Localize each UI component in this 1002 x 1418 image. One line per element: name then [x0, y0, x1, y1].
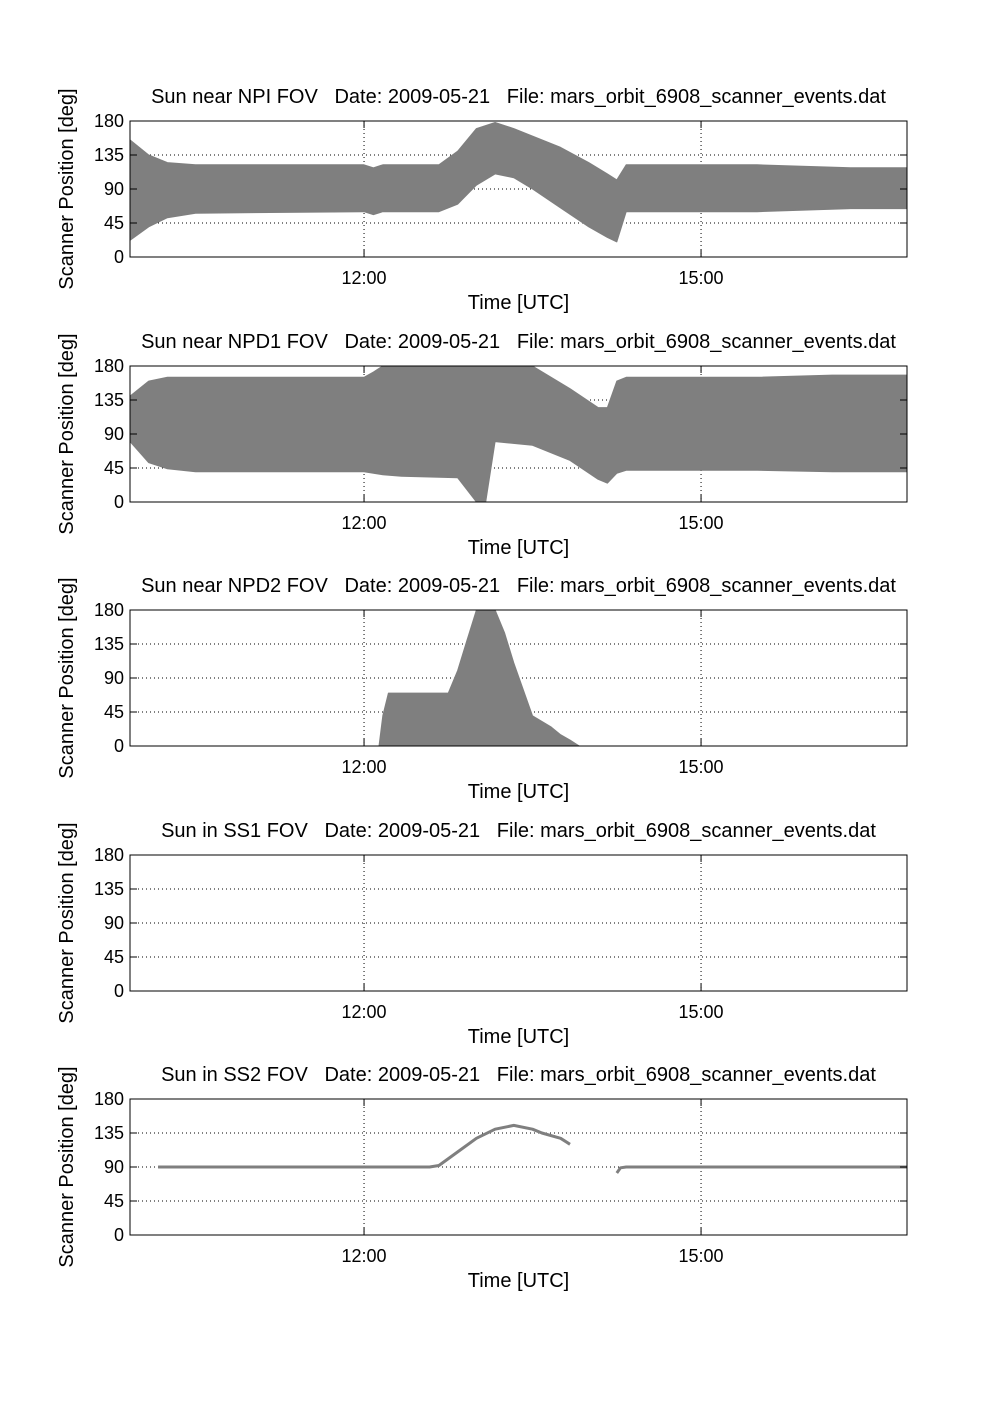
y-tick-label: 135 — [93, 1123, 124, 1143]
y-tick-label: 135 — [93, 390, 124, 410]
y-tick-label: 135 — [93, 145, 124, 165]
y-axis-label: Scanner Position [deg] — [56, 88, 78, 290]
y-tick-label: 45 — [103, 213, 124, 233]
y-tick-label: 45 — [103, 947, 124, 967]
y-tick-label: 45 — [103, 702, 124, 722]
y-tick-label: 135 — [93, 634, 124, 654]
y-tick-label: 180 — [93, 600, 124, 620]
x-tick-label: 12:00 — [341, 757, 387, 777]
y-axis-label: Scanner Position [deg] — [56, 822, 78, 1024]
y-tick-label: 0 — [113, 736, 124, 756]
y-tick-label: 180 — [93, 845, 124, 865]
panel-1 — [56, 86, 907, 314]
y-tick-label: 0 — [113, 492, 124, 512]
y-tick-label: 180 — [93, 356, 124, 376]
panel-4 — [56, 820, 907, 1048]
x-tick-label: 12:00 — [341, 1002, 387, 1022]
x-axis-label: Time [UTC] — [467, 1270, 570, 1292]
x-axis-label: Time [UTC] — [467, 781, 570, 803]
x-tick-label: 12:00 — [341, 1246, 387, 1266]
y-tick-label: 90 — [103, 424, 124, 444]
panel-3 — [56, 575, 907, 803]
chart-title: Sun near NPI FOV Date: 2009-05-21 File: mars_orbit_6908_scanner_events.dat — [151, 86, 886, 108]
y-tick-label: 180 — [93, 111, 124, 131]
x-axis-label: Time [UTC] — [467, 292, 570, 314]
x-axis-label: Time [UTC] — [467, 537, 570, 559]
x-tick-label: 15:00 — [678, 268, 724, 288]
chart-title: Sun near NPD2 FOV Date: 2009-05-21 File: mars_orbit_6908_scanner_events.dat — [141, 575, 896, 597]
chart-title: Sun near NPD1 FOV Date: 2009-05-21 File: mars_orbit_6908_scanner_events.dat — [141, 331, 896, 353]
y-tick-label: 135 — [93, 879, 124, 899]
y-tick-label: 90 — [103, 1157, 124, 1177]
y-axis-label: Scanner Position [deg] — [56, 333, 78, 535]
x-tick-label: 15:00 — [678, 513, 724, 533]
y-tick-label: 45 — [103, 1191, 124, 1211]
x-tick-label: 12:00 — [341, 513, 387, 533]
y-tick-label: 0 — [113, 247, 124, 267]
x-axis-label: Time [UTC] — [467, 1026, 570, 1048]
y-tick-label: 90 — [103, 179, 124, 199]
y-tick-label: 45 — [103, 458, 124, 478]
chart-title: Sun in SS2 FOV Date: 2009-05-21 File: mars_orbit_6908_scanner_events.dat — [161, 1064, 876, 1086]
x-tick-label: 15:00 — [678, 757, 724, 777]
x-tick-label: 15:00 — [678, 1002, 724, 1022]
panel-5 — [56, 1064, 907, 1292]
y-tick-label: 0 — [113, 981, 124, 1001]
chart-title: Sun in SS1 FOV Date: 2009-05-21 File: mars_orbit_6908_scanner_events.dat — [161, 820, 876, 842]
y-tick-label: 0 — [113, 1225, 124, 1245]
x-tick-label: 12:00 — [341, 268, 387, 288]
panel-2 — [56, 331, 907, 559]
y-axis-label: Scanner Position [deg] — [56, 577, 78, 779]
y-tick-label: 90 — [103, 913, 124, 933]
y-tick-label: 180 — [93, 1089, 124, 1109]
y-axis-label: Scanner Position [deg] — [56, 1066, 78, 1268]
x-tick-label: 15:00 — [678, 1246, 724, 1266]
y-tick-label: 90 — [103, 668, 124, 688]
